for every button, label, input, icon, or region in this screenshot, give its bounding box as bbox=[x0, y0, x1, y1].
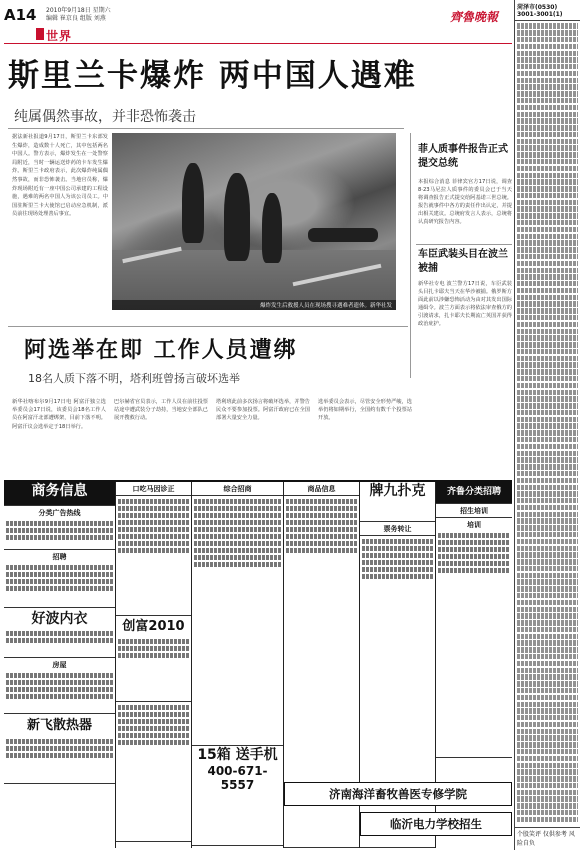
ad-text bbox=[6, 586, 113, 591]
listing-line bbox=[517, 708, 578, 713]
listing-line bbox=[517, 559, 578, 564]
ad-text bbox=[194, 520, 281, 525]
listing-line bbox=[517, 118, 578, 123]
ad-chuangfu bbox=[116, 616, 191, 702]
listing-line bbox=[517, 586, 578, 591]
listing-line bbox=[517, 376, 578, 381]
column-divider bbox=[410, 133, 411, 378]
ad-text bbox=[118, 705, 189, 710]
listing-line bbox=[517, 451, 578, 456]
listing-line bbox=[517, 200, 578, 205]
ad-hotline-title: 分类广告热线 bbox=[38, 509, 81, 517]
listing-line bbox=[517, 64, 578, 69]
ad-text bbox=[6, 579, 113, 584]
listing-line bbox=[517, 552, 578, 557]
listing-line bbox=[517, 457, 578, 462]
listing-line bbox=[517, 674, 578, 679]
listing-line bbox=[517, 546, 578, 551]
ad-text bbox=[194, 506, 281, 511]
listing-line bbox=[517, 227, 578, 232]
ad-column-3 bbox=[192, 482, 284, 848]
listing-line bbox=[517, 749, 578, 754]
ad-text bbox=[6, 638, 113, 643]
listing-line bbox=[517, 308, 578, 313]
listing-line bbox=[517, 661, 578, 666]
listing-line bbox=[517, 810, 578, 815]
listing-line bbox=[517, 288, 578, 293]
ad-text bbox=[194, 562, 281, 567]
ad-text bbox=[118, 520, 189, 525]
ad-sanreqi-title: 新飞散热器 bbox=[26, 718, 92, 733]
listing-line bbox=[517, 240, 578, 245]
photo-figure bbox=[224, 173, 250, 261]
ad-text bbox=[118, 499, 189, 504]
ad-pai-title: 牌九扑克 bbox=[369, 483, 426, 499]
ad-text bbox=[286, 506, 357, 511]
listing-line bbox=[517, 532, 578, 537]
ad-col4-title: 商品信息 bbox=[307, 485, 336, 493]
ad-text bbox=[118, 639, 189, 644]
listing-line bbox=[517, 145, 578, 150]
ad-text bbox=[286, 541, 357, 546]
ad-text bbox=[438, 547, 510, 552]
ad-housing bbox=[4, 658, 115, 714]
ad-text bbox=[362, 553, 433, 558]
issue-date: 2010年9月18日 星期六 bbox=[46, 7, 111, 14]
listing-line bbox=[517, 179, 578, 184]
listing-line bbox=[517, 315, 578, 320]
listing-line bbox=[517, 234, 578, 239]
ad-school-title: 济南海洋畜牧兽医专修学院 bbox=[329, 787, 467, 801]
ad-neiyi bbox=[4, 608, 115, 658]
listing-line bbox=[517, 274, 578, 279]
ad-col6-block bbox=[436, 518, 512, 758]
listing-line bbox=[517, 84, 578, 89]
second-article-column: 巴尔赫省官员表示，工作人员在前往投票站途中遭武装分子劫持，当地安全部队已展开搜救行动。 bbox=[114, 399, 208, 422]
listing-line bbox=[517, 613, 578, 618]
listing-line bbox=[517, 491, 578, 496]
ad-text bbox=[362, 574, 433, 579]
ad-text bbox=[438, 540, 510, 545]
ad-text bbox=[118, 712, 189, 717]
listing-line bbox=[517, 817, 578, 822]
ad-col2-block bbox=[116, 496, 191, 616]
classified-ads bbox=[4, 480, 512, 846]
ad-text bbox=[286, 527, 357, 532]
listing-line bbox=[517, 295, 578, 300]
listing-line bbox=[517, 620, 578, 625]
ad-text bbox=[118, 506, 189, 511]
listing-line bbox=[517, 247, 578, 252]
listing-lines bbox=[515, 21, 580, 825]
listing-line bbox=[517, 335, 578, 340]
listing-line bbox=[517, 668, 578, 673]
ad-text bbox=[6, 528, 113, 533]
ad-text bbox=[194, 555, 281, 560]
listing-line bbox=[517, 695, 578, 700]
ad-text bbox=[6, 572, 113, 577]
side-story-a-title: 菲人质事件报告正式提交总统 bbox=[418, 144, 508, 169]
second-headline: 阿选举在即 工作人员遭绑 bbox=[24, 338, 298, 363]
listing-line bbox=[517, 735, 578, 740]
ad-text bbox=[6, 680, 113, 685]
ad-pai bbox=[360, 482, 435, 522]
ad-col4-header bbox=[284, 482, 359, 496]
listing-line bbox=[517, 37, 578, 42]
page-header bbox=[0, 0, 512, 46]
listing-line bbox=[517, 254, 578, 259]
listing-line bbox=[517, 593, 578, 598]
listing-line bbox=[517, 410, 578, 415]
listing-line bbox=[517, 30, 578, 35]
second-article-column: 新华社喀布尔9月17日电 阿富汗独立选举委员会17日说，该委员会18名工作人员在阿富汗北部遭绑架，目前下落不明。阿富汗议会选举定于18日举行。 bbox=[12, 399, 106, 430]
listing-line bbox=[517, 702, 578, 707]
side-story-b-headline bbox=[418, 248, 512, 276]
ad-text bbox=[194, 513, 281, 518]
ad-text bbox=[438, 533, 510, 538]
listing-line bbox=[517, 518, 578, 523]
ad-text bbox=[362, 546, 433, 551]
ad-text bbox=[118, 726, 189, 731]
ad-shouji bbox=[192, 746, 283, 846]
ad-text bbox=[6, 746, 113, 751]
listing-line bbox=[517, 790, 578, 795]
listing-line bbox=[517, 783, 578, 788]
side-story-a-body: 本报综合消息 菲律宾官方17日说，调查8·23马尼拉人质事件的委员会已于当天将调查报告正式提交给阿基诺三世总统。报告就事件中各方的责任作出认定，并提出相关建议。总统府发言人表示，总统将认真研究报告内容。 bbox=[418, 179, 512, 225]
ad-text bbox=[286, 513, 357, 518]
listing-line bbox=[517, 166, 578, 171]
header-divider bbox=[4, 43, 512, 44]
listing-line bbox=[517, 478, 578, 483]
listing-line bbox=[517, 173, 578, 178]
ad-col5-title: 票务转让 bbox=[383, 525, 412, 533]
side-story-b-title: 车臣武装头目在波兰被捕 bbox=[418, 249, 508, 274]
listing-line bbox=[517, 220, 578, 225]
listing-line bbox=[517, 566, 578, 571]
ad-text bbox=[438, 568, 510, 573]
ad-text bbox=[438, 561, 510, 566]
ad-qilu-title: 齐鲁分类招聘 bbox=[446, 487, 501, 497]
listing-line bbox=[517, 193, 578, 198]
story-divider bbox=[8, 326, 408, 327]
ad-text bbox=[362, 560, 433, 565]
listing-line bbox=[517, 756, 578, 761]
listing-line bbox=[517, 417, 578, 422]
listing-line bbox=[517, 498, 578, 503]
listing-line bbox=[517, 349, 578, 354]
listing-line bbox=[517, 763, 578, 768]
listing-line bbox=[517, 23, 578, 28]
ad-text bbox=[362, 567, 433, 572]
photo-caption: 爆炸发生后救援人员在现场搜寻遇难者遗体。新华社发 bbox=[112, 300, 396, 310]
listing-line bbox=[517, 607, 578, 612]
listing-line bbox=[517, 796, 578, 801]
listing-line bbox=[517, 78, 578, 83]
ad-text bbox=[118, 733, 189, 738]
newspaper-logo: 齊魯晚報 bbox=[450, 10, 499, 24]
photo-figure bbox=[308, 228, 378, 242]
editor-credit: 编辑 崔京良 组版 刘燕 bbox=[46, 15, 106, 22]
listing-line bbox=[517, 281, 578, 286]
section-title: 世界 bbox=[46, 29, 73, 43]
ad-text bbox=[6, 521, 113, 526]
listing-line bbox=[517, 715, 578, 720]
ad-col3-header bbox=[192, 482, 283, 496]
ad-text bbox=[438, 554, 510, 559]
listing-line bbox=[517, 213, 578, 218]
ad-text bbox=[6, 739, 113, 744]
listing-line bbox=[517, 776, 578, 781]
ad-text bbox=[194, 527, 281, 532]
listing-line bbox=[517, 159, 578, 164]
ad-chuangfu-title: 创富2010 bbox=[122, 619, 185, 634]
photo-figure bbox=[182, 163, 204, 243]
lead-divider bbox=[8, 128, 404, 129]
listing-line bbox=[517, 139, 578, 144]
listing-line bbox=[517, 342, 578, 347]
ad-text bbox=[118, 740, 189, 745]
ad-col3-title: 综合招商 bbox=[223, 485, 252, 493]
listing-line bbox=[517, 132, 578, 137]
ad-col2-title: 口吃马因诊正 bbox=[132, 485, 175, 493]
second-article-body bbox=[12, 398, 412, 468]
listing-line bbox=[517, 383, 578, 388]
listing-line bbox=[517, 430, 578, 435]
listing-line bbox=[517, 186, 578, 191]
ad-school-banner bbox=[284, 782, 512, 806]
listing-line bbox=[517, 369, 578, 374]
ad-training-title: 培训 bbox=[467, 521, 481, 529]
listing-footer: 个股笑评 仅供参考 风险自负 bbox=[515, 827, 580, 850]
listing-line bbox=[517, 206, 578, 211]
ad-text bbox=[286, 520, 357, 525]
listing-line bbox=[517, 742, 578, 747]
photo-figure bbox=[262, 193, 282, 263]
listing-line bbox=[517, 681, 578, 686]
ad-text bbox=[194, 499, 281, 504]
ad-col6-title: 招生培训 bbox=[460, 507, 488, 515]
ad-text bbox=[362, 539, 433, 544]
ad-housing-title: 房屋 bbox=[52, 661, 67, 669]
listing-line bbox=[517, 722, 578, 727]
ad-recruit bbox=[4, 550, 115, 608]
stock-listing-column bbox=[514, 0, 580, 850]
listing-line bbox=[517, 803, 578, 808]
ad-col5-header bbox=[360, 522, 435, 536]
ad-electric-title: 临沂电力学校招生 bbox=[390, 817, 482, 831]
listing-line bbox=[517, 105, 578, 110]
listing-line bbox=[517, 125, 578, 130]
listing-line bbox=[517, 573, 578, 578]
listing-line bbox=[517, 329, 578, 334]
ad-col2-header bbox=[116, 482, 191, 496]
ad-text bbox=[286, 499, 357, 504]
lead-headline: 斯里兰卡爆炸 两中国人遇难 bbox=[8, 58, 417, 94]
ad-text bbox=[118, 719, 189, 724]
lead-subheadline: 纯属偶然事故，并非恐怖袭击 bbox=[14, 109, 196, 125]
ad-text bbox=[118, 646, 189, 651]
side-divider bbox=[416, 244, 512, 245]
lead-article-body bbox=[12, 133, 108, 323]
listing-line bbox=[517, 640, 578, 645]
listing-line bbox=[517, 71, 578, 76]
listing-line bbox=[517, 44, 578, 49]
listing-line bbox=[517, 505, 578, 510]
ad-text bbox=[118, 541, 189, 546]
second-subheadline: 18名人质下落不明，塔利班曾扬言破坏选举 bbox=[28, 372, 240, 385]
listing-line bbox=[517, 390, 578, 395]
ad-sanreqi bbox=[4, 714, 115, 784]
ad-col3-block bbox=[192, 496, 283, 746]
listing-line bbox=[517, 57, 578, 62]
ad-electric-banner bbox=[360, 812, 512, 836]
listing-line bbox=[517, 464, 578, 469]
section-marker bbox=[36, 28, 44, 40]
ad-shouji-title: 15箱 送手机 bbox=[197, 747, 278, 763]
ad-text bbox=[6, 687, 113, 692]
listing-line bbox=[517, 423, 578, 428]
ad-recruit-title: 招聘 bbox=[52, 553, 67, 561]
ad-column-2 bbox=[116, 482, 192, 848]
listing-line bbox=[517, 112, 578, 117]
ad-text bbox=[6, 631, 113, 636]
ad-text bbox=[118, 534, 189, 539]
second-article-column: 塔利班此前多次扬言将破坏选举，并警告民众不要参加投票。阿富汗政府已在全国部署大量安全力量。 bbox=[216, 399, 310, 422]
listing-line bbox=[517, 261, 578, 266]
listing-line bbox=[517, 729, 578, 734]
listing-line bbox=[517, 51, 578, 56]
second-article-column: 选举委员会表示，尽管安全形势严峻，选举仍将如期举行，全国约有数千个投票站开放。 bbox=[318, 399, 412, 422]
ad-qilu bbox=[436, 482, 512, 504]
ad-text bbox=[118, 548, 189, 553]
listing-line bbox=[517, 634, 578, 639]
listing-line bbox=[517, 600, 578, 605]
listing-line bbox=[517, 396, 578, 401]
listing-header: 菏泽市(0530) 3001-3001(1) bbox=[515, 0, 580, 21]
ad-text bbox=[6, 673, 113, 678]
ad-text bbox=[194, 541, 281, 546]
ad-text bbox=[118, 653, 189, 658]
ad-text bbox=[6, 535, 113, 540]
ad-text bbox=[194, 534, 281, 539]
listing-line bbox=[517, 654, 578, 659]
listing-line bbox=[517, 769, 578, 774]
listing-line bbox=[517, 539, 578, 544]
listing-line bbox=[517, 268, 578, 273]
listing-line bbox=[517, 512, 578, 517]
listing-line bbox=[517, 579, 578, 584]
ad-text bbox=[286, 548, 357, 553]
listing-line bbox=[517, 444, 578, 449]
side-story-b-body: 新华社专电 波兰警方17日说，车臣武装头目扎卡耶夫当天在华沙被捕。俄罗斯方面此前以涉嫌恐怖活动为由对其发出国际通缉令。波兰方面表示将依法审查俄方的引渡请求，扎卡耶夫长期流亡英国并获得政治庇护。 bbox=[418, 281, 512, 327]
ad-column-1 bbox=[4, 482, 116, 848]
listing-line bbox=[517, 485, 578, 490]
ad-text bbox=[6, 694, 113, 699]
listing-line bbox=[517, 362, 578, 367]
side-story-a-headline bbox=[418, 143, 512, 171]
listing-line bbox=[517, 471, 578, 476]
ad-hotline bbox=[4, 506, 115, 550]
ad-shouji-phone: 400-671-5557 bbox=[207, 764, 268, 792]
listing-line bbox=[517, 152, 578, 157]
listing-line bbox=[517, 91, 578, 96]
listing-line bbox=[517, 322, 578, 327]
ad-text bbox=[286, 534, 357, 539]
ad-text bbox=[194, 548, 281, 553]
ad-col6-header bbox=[436, 504, 512, 518]
ad-business-info bbox=[4, 482, 115, 506]
lead-photo bbox=[112, 133, 396, 310]
listing-line bbox=[517, 525, 578, 530]
ad-text bbox=[6, 565, 113, 570]
ad-text bbox=[118, 513, 189, 518]
listing-line bbox=[517, 627, 578, 632]
listing-line bbox=[517, 688, 578, 693]
listing-line bbox=[517, 301, 578, 306]
listing-line bbox=[517, 403, 578, 408]
listing-line bbox=[517, 437, 578, 442]
listing-line bbox=[517, 356, 578, 361]
ad-neiyi-title: 好波内衣 bbox=[31, 611, 88, 627]
listing-line bbox=[517, 98, 578, 103]
lead-article-text: 据法新社报道9月17日，斯里兰卡东部发生爆炸，造成数十人死亡，其中包括两名中国人。警方表示，爆炸发生在一处警察局附近，当时一辆运送炸药的卡车发生爆炸。斯里兰卡政府表示，此次爆炸纯属偶然事故，而非恐怖袭击。当地官员称，爆炸现场附近有一座中国公司承建的工程设施，遇难的两名中国人为该公司员工。中国驻斯里兰卡大使馆已启动应急机制，派员前往现场处理善后事宜。 bbox=[12, 134, 108, 218]
ad-business-title: 商务信息 bbox=[31, 483, 88, 499]
ad-text bbox=[6, 753, 113, 758]
page-number: A14 bbox=[4, 6, 37, 24]
ad-col2-lower bbox=[116, 702, 191, 842]
listing-line bbox=[517, 647, 578, 652]
ad-text bbox=[118, 527, 189, 532]
